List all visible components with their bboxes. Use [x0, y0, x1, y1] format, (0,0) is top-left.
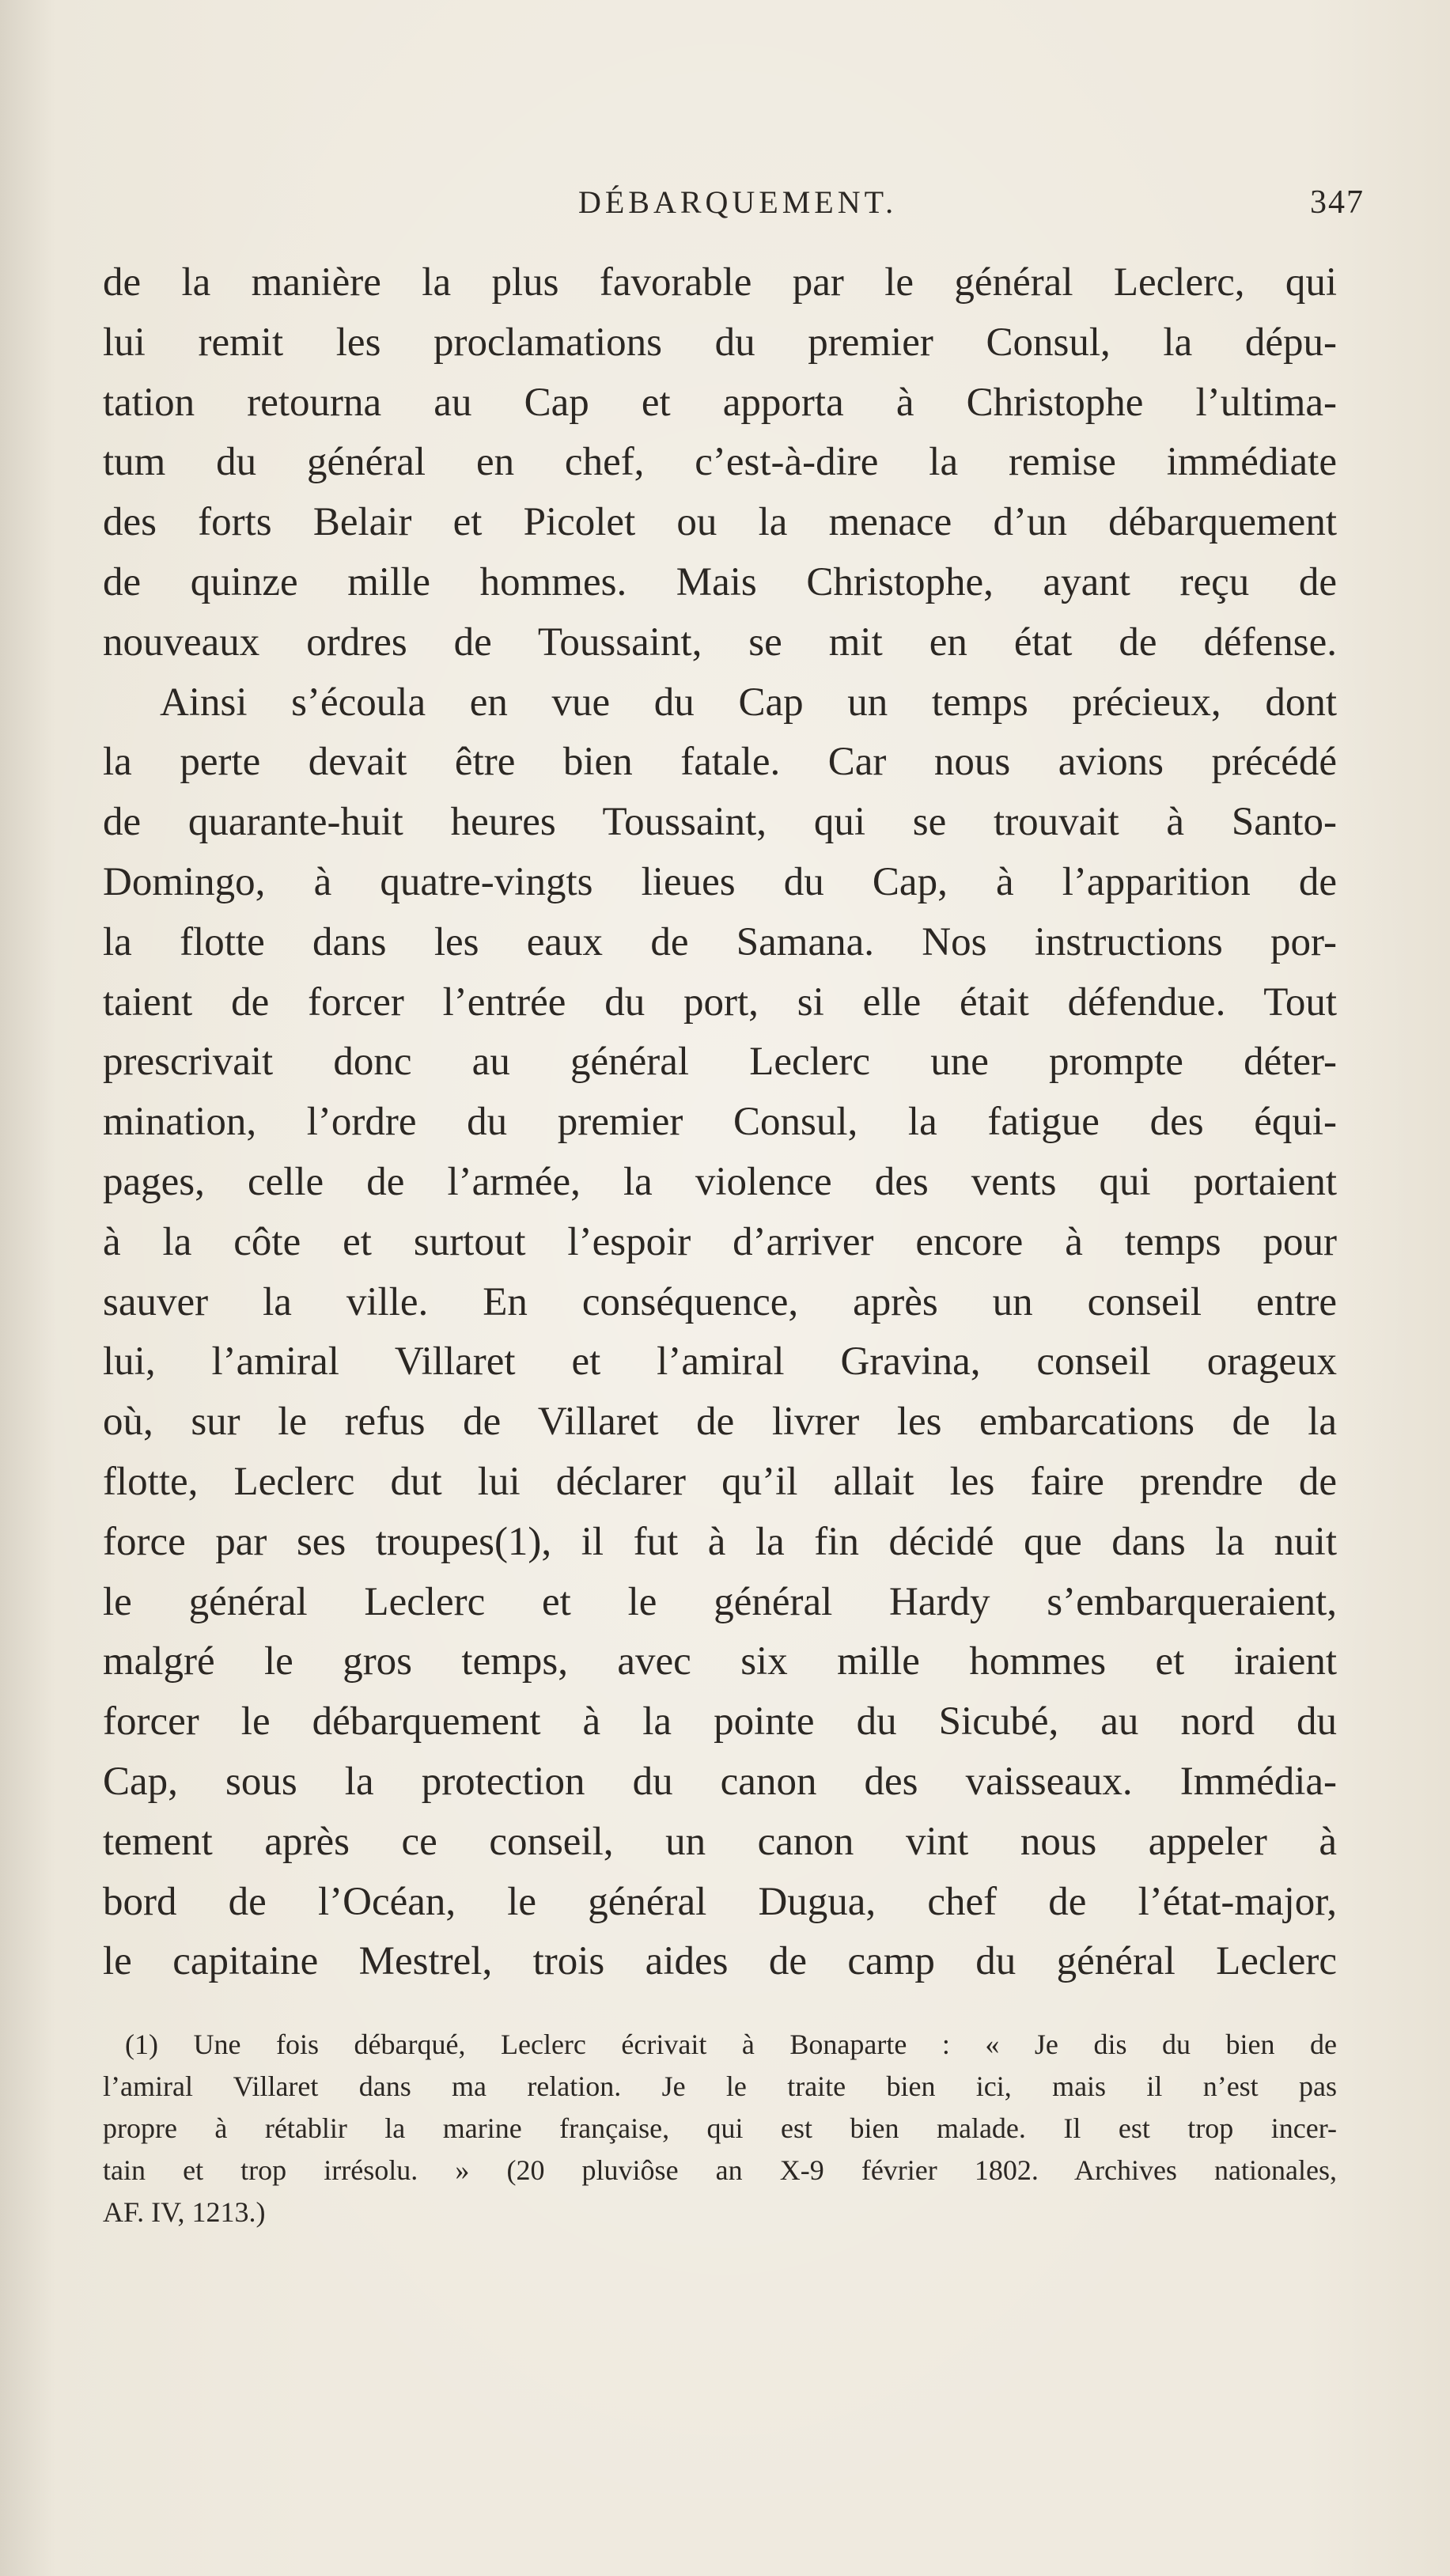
text-line: le capitaine Mestrel, trois aides de camp du général Leclerc	[103, 1939, 1337, 1984]
text-line: force par ses troupes(1), il fut à la fin décidé que dans la nuit	[103, 1519, 1337, 1564]
running-title: DÉBARQUEMENT.	[577, 184, 898, 220]
body-text	[103, 253, 1337, 1992]
footnote-line: AF. IV, 1213.)	[103, 2196, 266, 2228]
text-line: flotte, Leclerc dut lui déclarer qu’il allait les faire prendre de	[103, 1459, 1337, 1504]
text-line: de quinze mille hommes. Mais Christophe, ayant reçu de	[103, 559, 1337, 604]
text-line: prescrivait donc au général Leclerc une prompte déter-	[103, 1040, 1337, 1085]
text-line: forcer le débarquement à la pointe du Sicubé, au nord du	[103, 1699, 1337, 1744]
page-number: 347	[1310, 184, 1365, 221]
text-line: de la manière la plus favorable par le général Leclerc, qui	[103, 260, 1337, 305]
text-line: de quarante-huit heures Toussaint, qui se trouvait à Santo-	[103, 800, 1337, 845]
text-line: la perte devait être bien fatale. Car nous avions précédé	[103, 740, 1337, 785]
text-line: Ainsi s’écoula en vue du Cap un temps précieux, dont	[160, 680, 1337, 725]
text-line: bord de l’Océan, le général Dugua, chef de l’état-major,	[103, 1879, 1337, 1924]
text-line: mination, l’ordre du premier Consul, la fatigue des équi-	[103, 1100, 1337, 1145]
text-line: où, sur le refus de Villaret de livrer les embarcations de la	[103, 1400, 1337, 1445]
text-line: malgré le gros temps, avec six mille hommes et iraient	[103, 1639, 1337, 1684]
text-line: nouveaux ordres de Toussaint, se mit en état de défense.	[103, 619, 1337, 665]
text-line: Domingo, à quatre-vingts lieues du Cap, à l’apparition de	[103, 859, 1337, 904]
text-line: lui remit les proclamations du premier Consul, la dépu-	[103, 320, 1337, 365]
text-line: à la côte et surtout l’espoir d’arriver encore à temps pour	[103, 1219, 1337, 1264]
text-line: tement après ce conseil, un canon vint nous appeler à	[103, 1819, 1337, 1864]
text-line: Cap, sous la protection du canon des vaisseaux. Immédia-	[103, 1759, 1337, 1804]
footnote-line: propre à rétablir la marine française, qui est bien malade. Il est trop incer-	[103, 2112, 1337, 2144]
footnote-line: l’amiral Villaret dans ma relation. Je le traite bien ici, mais il n’est pas	[103, 2070, 1337, 2102]
footnote-line: tain et trop irrésolu. » (20 pluviôse an X-9 février 1802. Archives nationales,	[103, 2154, 1337, 2186]
page-header	[111, 184, 1365, 231]
footnote	[103, 2024, 1337, 2233]
text-line: taient de forcer l’entrée du port, si elle était défendue. Tout	[103, 979, 1337, 1025]
text-line: lui, l’amiral Villaret et l’amiral Gravina, conseil orageux	[103, 1339, 1337, 1385]
text-line: tation retourna au Cap et apporta à Christophe l’ultima-	[103, 380, 1337, 425]
text-line: le général Leclerc et le général Hardy s’embarqueraient,	[103, 1579, 1337, 1624]
text-line: la flotte dans les eaux de Samana. Nos instructions por-	[103, 919, 1337, 964]
text-line: tum du général en chef, c’est-à-dire la remise immédiate	[103, 440, 1337, 485]
text-line: sauver la ville. En conséquence, après un conseil entre	[103, 1279, 1337, 1324]
text-line: des forts Belair et Picolet ou la menace d’un débarquement	[103, 500, 1337, 545]
footnote-line: (1) Une fois débarqué, Leclerc écrivait à Bonaparte : « Je dis du bien de	[125, 2029, 1337, 2060]
text-line: pages, celle de l’armée, la violence des vents qui portaient	[103, 1159, 1337, 1204]
